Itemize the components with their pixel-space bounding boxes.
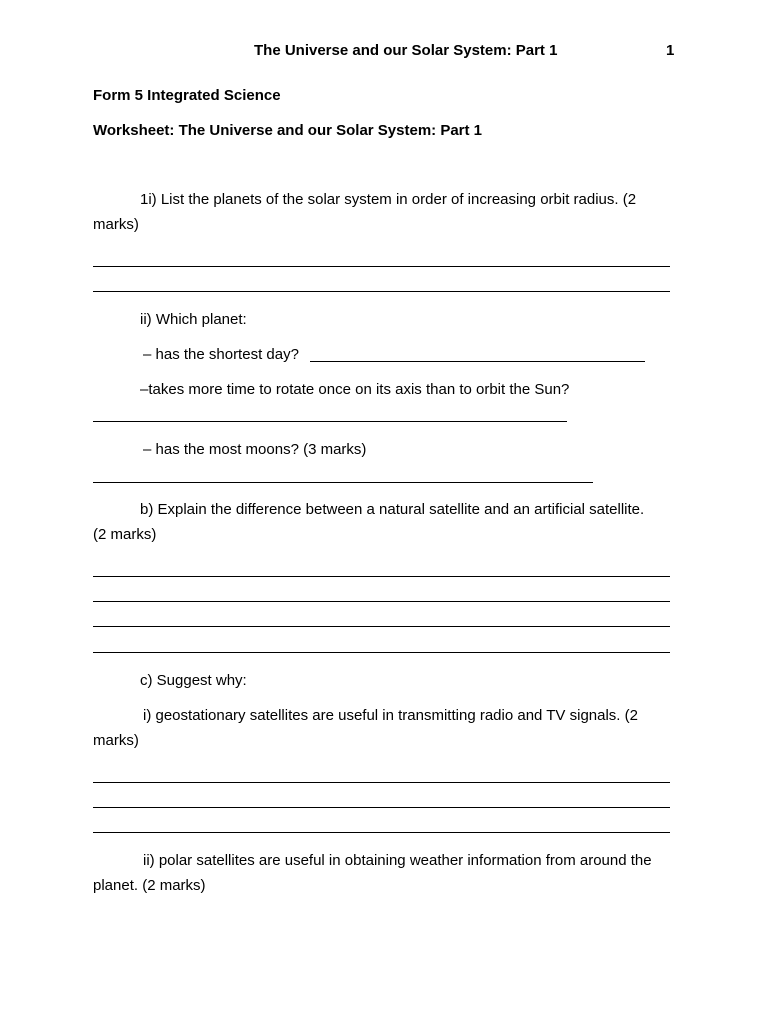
question-1i-text: 1i) List the planets of the solar system in order of increasing orbit radius. (2: [140, 191, 637, 208]
question-1c-ii-text: ii) polar satellites are useful in obtaining weather information from around the: [143, 852, 652, 869]
answer-line[interactable]: [93, 626, 670, 627]
question-1b-text: b) Explain the difference between a natural satellite and an artificial satellite.: [140, 501, 645, 518]
question-1c-i-text-continued: marks): [93, 732, 139, 749]
answer-line[interactable]: [93, 576, 670, 577]
question-rotation: –takes more time to rotate once on its axis than to orbit the Sun?: [140, 381, 570, 398]
answer-line[interactable]: [93, 482, 593, 483]
answer-line[interactable]: [93, 421, 567, 422]
question-shortest-day: – has the shortest day?: [143, 346, 299, 363]
running-header-title: The Universe and our Solar System: Part 1: [254, 42, 558, 59]
answer-line[interactable]: [93, 266, 670, 267]
answer-line[interactable]: [93, 782, 670, 783]
answer-line-inline[interactable]: [310, 361, 645, 362]
answer-line[interactable]: [93, 652, 670, 653]
answer-line[interactable]: [93, 807, 670, 808]
question-1ii-intro: ii) Which planet:: [140, 311, 247, 328]
question-1c-ii-text-continued: planet. (2 marks): [93, 877, 206, 894]
answer-line[interactable]: [93, 832, 670, 833]
question-1c-intro: c) Suggest why:: [140, 672, 247, 689]
question-1c-i-text: i) geostationary satellites are useful in transmitting radio and TV signals. (2: [143, 707, 638, 724]
answer-line[interactable]: [93, 601, 670, 602]
question-most-moons: – has the most moons? (3 marks): [143, 441, 367, 458]
course-title: Form 5 Integrated Science: [93, 87, 281, 104]
question-1i-text-continued: marks): [93, 216, 139, 233]
question-1b-text-continued: (2 marks): [93, 526, 157, 543]
worksheet-title: Worksheet: The Universe and our Solar System: Part 1: [93, 122, 483, 139]
page-number: 1: [666, 42, 675, 59]
answer-line[interactable]: [93, 291, 670, 292]
